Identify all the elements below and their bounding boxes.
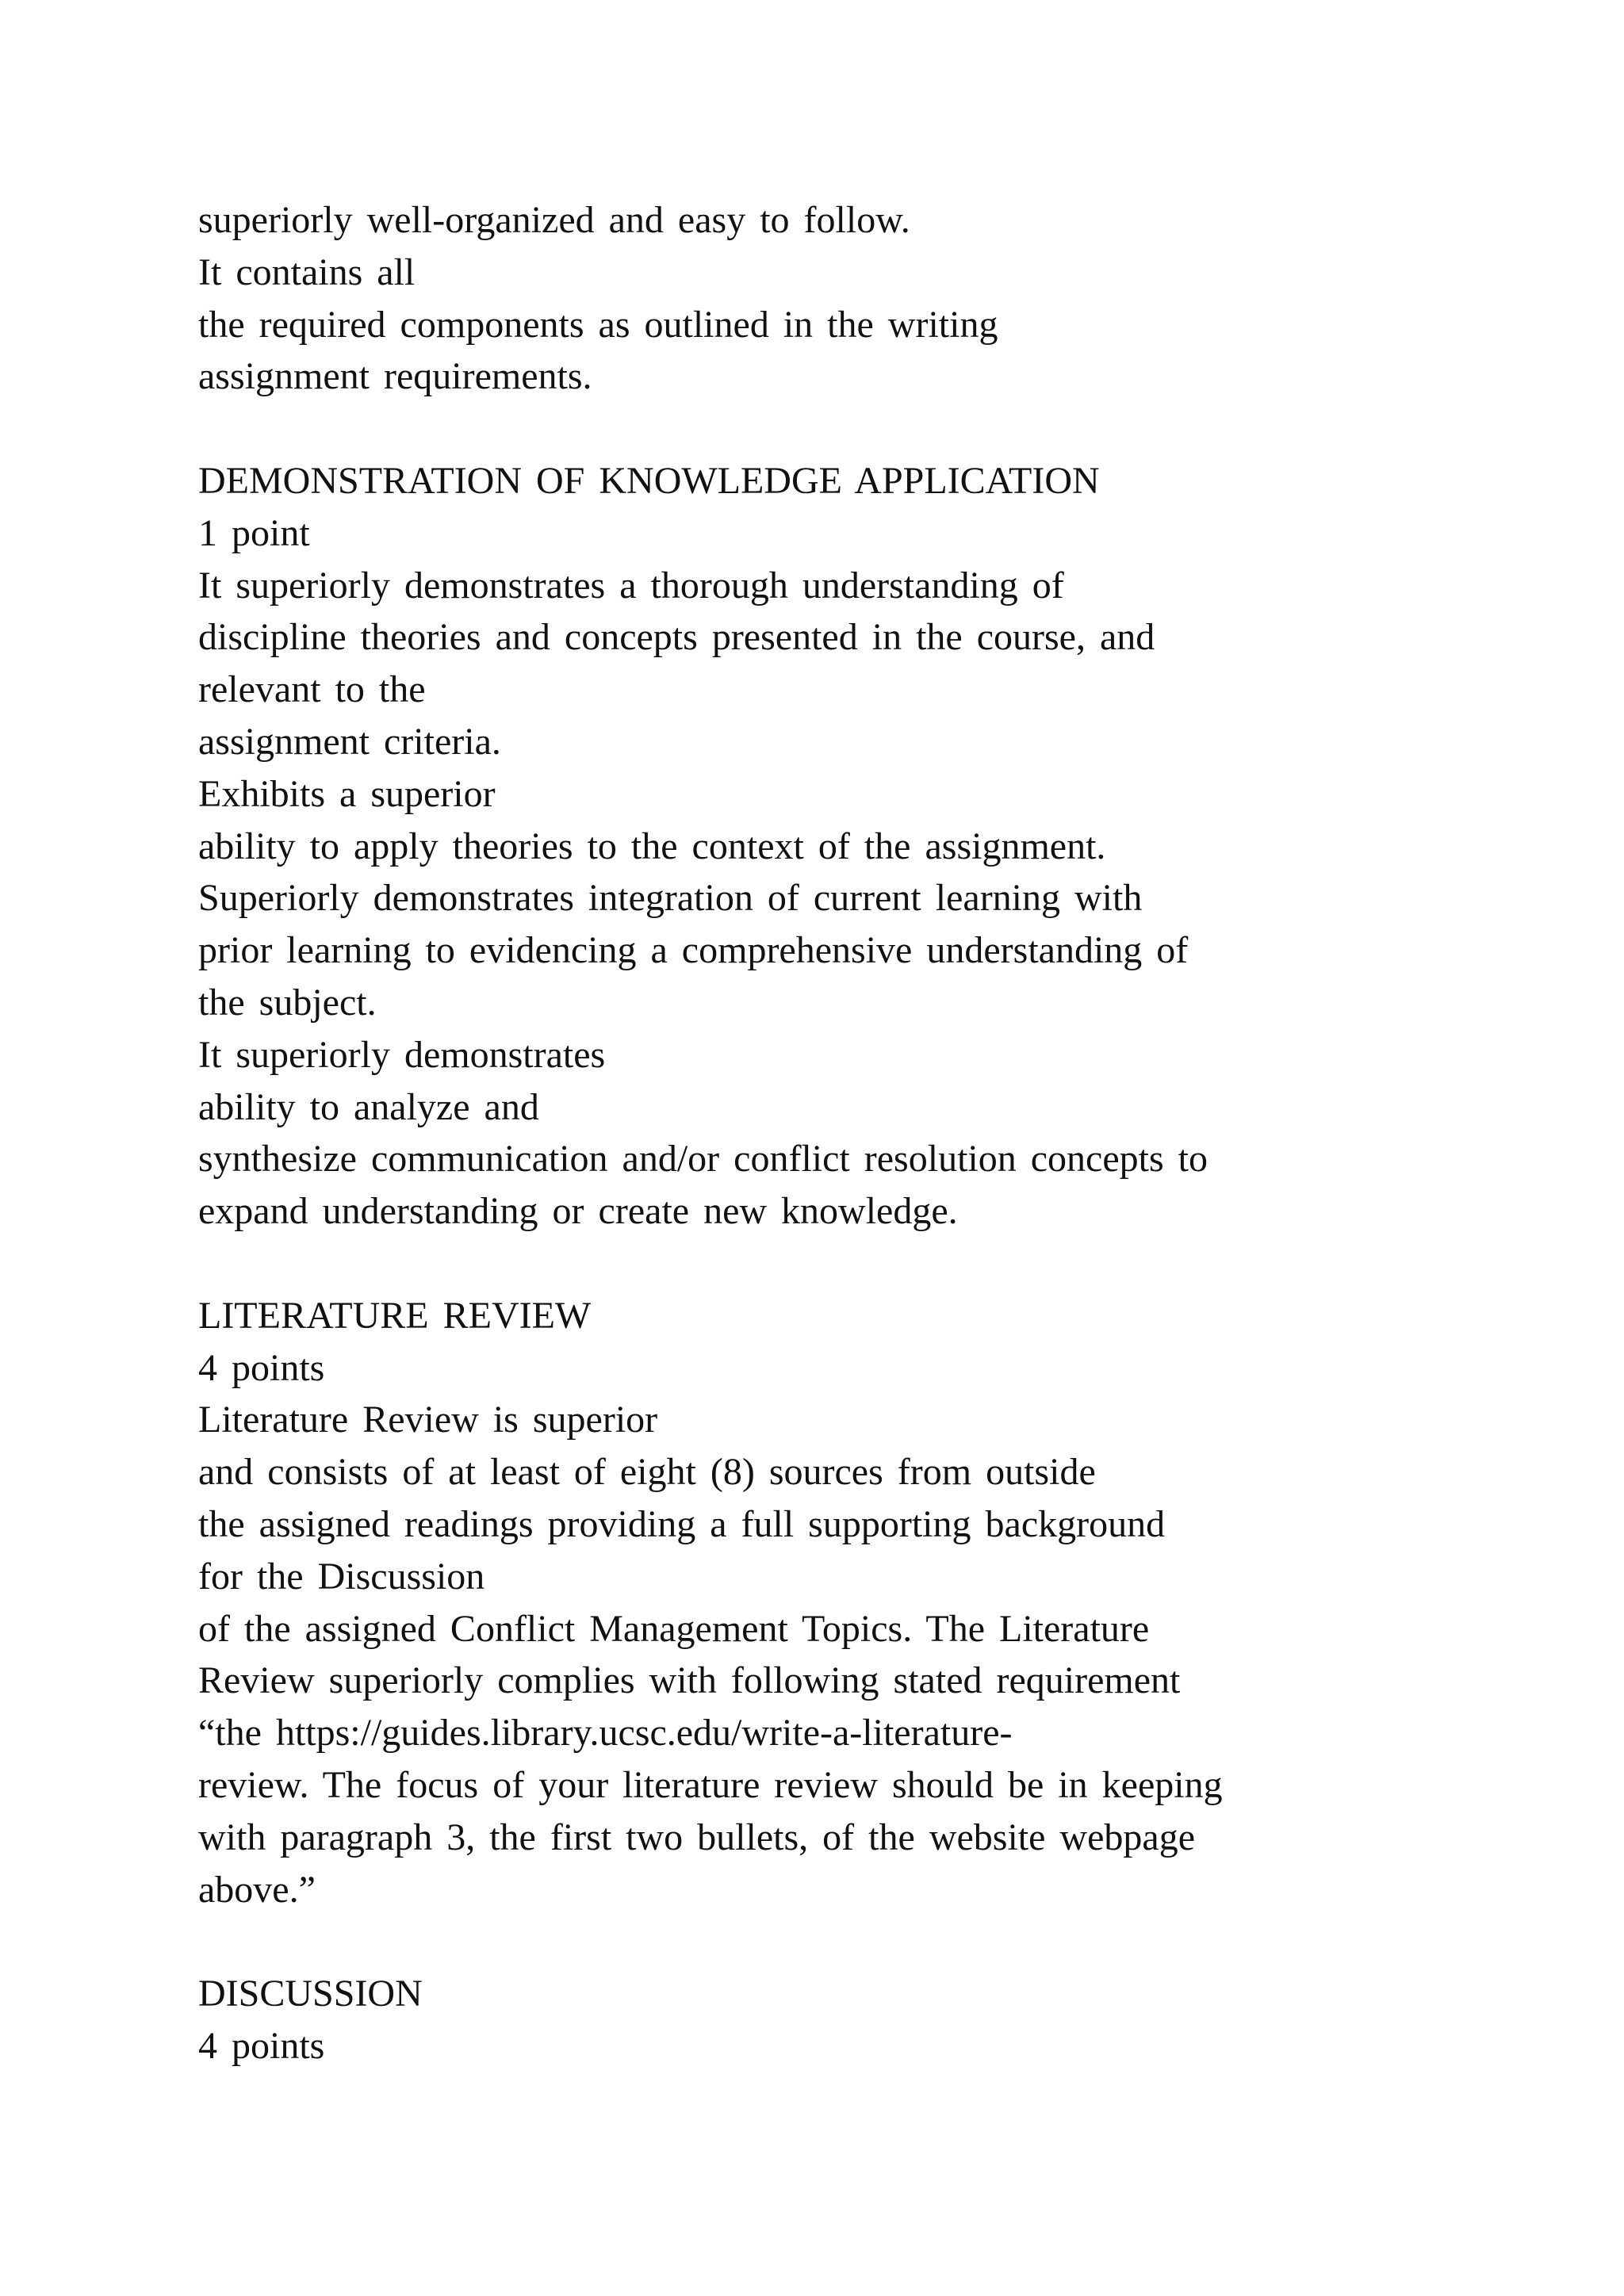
- text-line: It contains all: [198, 251, 416, 293]
- points-label: 1 point: [198, 511, 310, 554]
- text-line: It superiorly demonstrates a thorough understanding of: [198, 564, 1064, 607]
- text-line: prior learning to evidencing a comprehensive understanding of: [198, 929, 1189, 972]
- text-line: the assigned readings providing a full supporting background: [198, 1502, 1166, 1545]
- text-line: superiorly well-organized and easy to follow.: [198, 199, 910, 241]
- paragraph-gap: [198, 403, 1546, 455]
- text-line: Exhibits a superior: [198, 772, 496, 815]
- text-line: relevant to the: [198, 668, 426, 711]
- text-line: assignment requirements.: [198, 355, 592, 398]
- points-label: 4 points: [198, 1346, 325, 1389]
- text-line: and consists of at least of eight (8) sources from outside: [198, 1451, 1096, 1494]
- points-label: 4 points: [198, 2024, 325, 2067]
- text-line: Review superiorly complies with following stated requirement: [198, 1659, 1181, 1702]
- text-line: synthesize communication and/or conflict resolution concepts to: [198, 1138, 1208, 1181]
- text-line: discipline theories and concepts presented in the course, and: [198, 616, 1155, 659]
- paragraph-gap: [198, 1915, 1546, 1968]
- text-line: expand understanding or create new knowledge.: [198, 1190, 958, 1233]
- text-line: review. The focus of your literature review should be in keeping: [198, 1763, 1223, 1806]
- text-line: the required components as outlined in the writing: [198, 303, 998, 346]
- text-line: “the https://guides.library.ucsc.edu/write-a-literature-: [198, 1712, 1013, 1755]
- section-heading-literature-review: LITERATURE REVIEW: [198, 1294, 592, 1337]
- section-heading-discussion: DISCUSSION: [198, 1973, 423, 2015]
- text-line: with paragraph 3, the first two bullets, of the website webpage: [198, 1816, 1195, 1858]
- text-line: above.”: [198, 1868, 316, 1911]
- paragraph-gap: [198, 1238, 1546, 1290]
- text-line: for the Discussion: [198, 1555, 485, 1598]
- text-line: It superiorly demonstrates: [198, 1033, 606, 1076]
- text-line: of the assigned Conflict Management Topics. The Literature: [198, 1607, 1150, 1650]
- text-line: assignment criteria.: [198, 720, 501, 763]
- text-line: the subject.: [198, 981, 377, 1024]
- section-heading-knowledge-application: DEMONSTRATION OF KNOWLEDGE APPLICATION: [198, 459, 1100, 502]
- text-line: ability to analyze and: [198, 1085, 539, 1128]
- text-line: Literature Review is superior: [198, 1399, 658, 1441]
- text-line: ability to apply theories to the context of the assignment.: [198, 825, 1106, 867]
- text-line: Superiorly demonstrates integration of current learning with: [198, 877, 1143, 920]
- document-page: [198, 194, 1546, 2072]
